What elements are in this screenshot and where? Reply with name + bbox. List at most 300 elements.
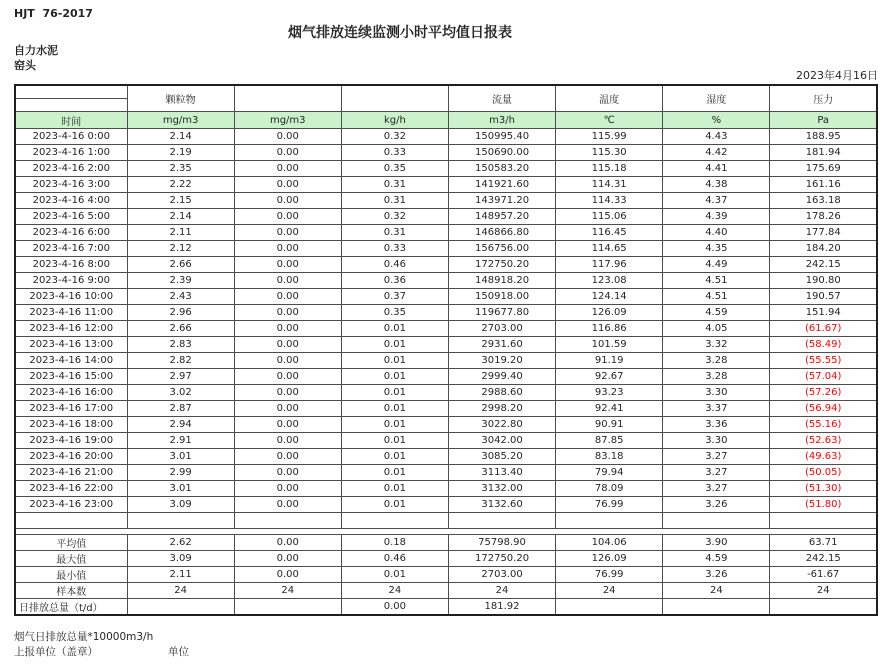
value-cell: 0.35	[341, 305, 448, 321]
time-cell: 2023-4-16 10:00	[15, 289, 127, 305]
time-cell: 2023-4-16 1:00	[15, 145, 127, 161]
value-cell: 0.01	[341, 433, 448, 449]
time-cell: 2023-4-16 2:00	[15, 161, 127, 177]
unit-cell: m3/h	[448, 112, 555, 129]
value-cell: (49.63)	[770, 449, 877, 465]
value-cell: 2998.20	[448, 401, 555, 417]
value-cell: 0.01	[341, 337, 448, 353]
table-row	[15, 193, 877, 209]
time-cell: 2023-4-16 9:00	[15, 273, 127, 289]
value-cell: 0.32	[341, 209, 448, 225]
value-cell: 2.14	[127, 129, 234, 145]
units-header-row	[15, 112, 877, 129]
value-cell: 116.45	[556, 225, 663, 241]
value-cell: 2.11	[127, 567, 234, 583]
time-cell: 2023-4-16 18:00	[15, 417, 127, 433]
monitoring-table	[14, 84, 878, 616]
time-cell: 2023-4-16 21:00	[15, 465, 127, 481]
table-row	[15, 209, 877, 225]
value-cell: 0.01	[341, 321, 448, 337]
value-cell: 0.00	[234, 433, 341, 449]
value-cell: 2703.00	[448, 321, 555, 337]
value-cell: 177.84	[770, 225, 877, 241]
header-cell	[341, 85, 448, 112]
time-cell: 2023-4-16 15:00	[15, 369, 127, 385]
header-cell	[234, 85, 341, 112]
value-cell: 3.09	[127, 497, 234, 513]
value-cell: 0.00	[234, 337, 341, 353]
value-cell: 0.00	[234, 535, 341, 551]
value-cell: 175.69	[770, 161, 877, 177]
unit-cell: kg/h	[341, 112, 448, 129]
value-cell: 0.00	[234, 129, 341, 145]
time-cell: 2023-4-16 20:00	[15, 449, 127, 465]
value-cell: 156756.00	[448, 241, 555, 257]
value-cell: 115.30	[556, 145, 663, 161]
value-cell: 3132.00	[448, 481, 555, 497]
table-row	[15, 241, 877, 257]
value-cell: 87.85	[556, 433, 663, 449]
value-cell: 2999.40	[448, 369, 555, 385]
unit-cell: Pa	[770, 112, 877, 129]
blank-and-spacer-rows	[15, 513, 877, 535]
value-cell: 0.00	[234, 401, 341, 417]
empty-cell	[770, 513, 877, 529]
table-row	[15, 225, 877, 241]
value-cell: 0.01	[341, 353, 448, 369]
value-cell: 115.18	[556, 161, 663, 177]
table-row	[15, 599, 877, 616]
value-cell: 184.20	[770, 241, 877, 257]
value-cell: 0.00	[234, 369, 341, 385]
value-cell: 0.01	[341, 465, 448, 481]
time-cell: 2023-4-16 19:00	[15, 433, 127, 449]
value-cell: 143971.20	[448, 193, 555, 209]
value-cell: 2.82	[127, 353, 234, 369]
header-rows	[15, 85, 877, 129]
value-cell: 4.59	[663, 305, 770, 321]
value-cell: (51.80)	[770, 497, 877, 513]
value-cell: 0.32	[341, 129, 448, 145]
table-row	[15, 337, 877, 353]
summary-label-cell: 日排放总量（t/d）	[15, 599, 127, 616]
time-cell: 2023-4-16 17:00	[15, 401, 127, 417]
value-cell: 148918.20	[448, 273, 555, 289]
value-cell: 188.95	[770, 129, 877, 145]
table-row	[15, 145, 877, 161]
value-cell: 114.31	[556, 177, 663, 193]
value-cell: 0.00	[234, 273, 341, 289]
time-cell: 2023-4-16 0:00	[15, 129, 127, 145]
value-cell: 2.11	[127, 225, 234, 241]
value-cell: 3022.80	[448, 417, 555, 433]
value-cell: 92.41	[556, 401, 663, 417]
value-cell: 0.18	[341, 535, 448, 551]
value-cell: 4.51	[663, 273, 770, 289]
value-cell: 91.19	[556, 353, 663, 369]
unit-cell: %	[663, 112, 770, 129]
value-cell: 0.00	[234, 481, 341, 497]
value-cell: 0.33	[341, 145, 448, 161]
value-cell: 2.19	[127, 145, 234, 161]
empty-cell	[341, 513, 448, 529]
empty-cell	[127, 513, 234, 529]
value-cell: 115.06	[556, 209, 663, 225]
value-cell: 172750.20	[448, 257, 555, 273]
report-title: 烟气排放连续监测小时平均值日报表	[288, 25, 512, 41]
value-cell: 0.00	[234, 417, 341, 433]
value-cell: 0.01	[341, 369, 448, 385]
value-cell: 141921.60	[448, 177, 555, 193]
value-cell: 0.37	[341, 289, 448, 305]
value-cell: 3.27	[663, 449, 770, 465]
value-cell: 90.91	[556, 417, 663, 433]
table-row	[15, 177, 877, 193]
value-cell: 92.67	[556, 369, 663, 385]
value-cell	[127, 599, 234, 616]
value-cell: 150583.20	[448, 161, 555, 177]
value-cell: 3.26	[663, 567, 770, 583]
doc-standard-code: HJT 76-2017	[14, 7, 93, 20]
value-cell: 151.94	[770, 305, 877, 321]
value-cell: 0.01	[341, 497, 448, 513]
header-cell-temperature: 温度	[556, 85, 663, 112]
value-cell: (55.16)	[770, 417, 877, 433]
footer-note: 烟气日排放总量*10000m3/h	[14, 631, 154, 643]
blank-row	[15, 513, 877, 529]
value-cell: 2.14	[127, 209, 234, 225]
table-row	[15, 497, 877, 513]
value-cell: 2.66	[127, 257, 234, 273]
time-cell: 2023-4-16 16:00	[15, 385, 127, 401]
value-cell: 3.01	[127, 449, 234, 465]
header-cell	[15, 85, 127, 99]
value-cell: 2.12	[127, 241, 234, 257]
value-cell: 0.35	[341, 161, 448, 177]
value-cell: 3.36	[663, 417, 770, 433]
value-cell: (58.49)	[770, 337, 877, 353]
company-name: 自力水泥	[14, 44, 58, 57]
value-cell: 0.00	[234, 209, 341, 225]
value-cell: 3.90	[663, 535, 770, 551]
value-cell: 3.28	[663, 353, 770, 369]
value-cell: -61.67	[770, 567, 877, 583]
value-cell: 181.94	[770, 145, 877, 161]
time-cell: 2023-4-16 4:00	[15, 193, 127, 209]
value-cell: (56.94)	[770, 401, 877, 417]
value-cell: 3113.40	[448, 465, 555, 481]
summary-label-cell: 最大值	[15, 551, 127, 567]
time-cell: 2023-4-16 8:00	[15, 257, 127, 273]
value-cell: 0.00	[234, 385, 341, 401]
station-name: 窑头	[14, 59, 36, 72]
value-cell: 0.33	[341, 241, 448, 257]
value-cell: 3132.60	[448, 497, 555, 513]
value-cell: 126.09	[556, 551, 663, 567]
value-cell: 3.27	[663, 465, 770, 481]
value-cell: 76.99	[556, 497, 663, 513]
value-cell: 2.83	[127, 337, 234, 353]
value-cell: 117.96	[556, 257, 663, 273]
value-cell: 4.42	[663, 145, 770, 161]
value-cell: 2.39	[127, 273, 234, 289]
value-cell: 150690.00	[448, 145, 555, 161]
time-cell: 2023-4-16 12:00	[15, 321, 127, 337]
time-cell: 2023-4-16 13:00	[15, 337, 127, 353]
table-row	[15, 321, 877, 337]
value-cell: (57.26)	[770, 385, 877, 401]
value-cell: 4.40	[663, 225, 770, 241]
report-date: 2023年4月16日	[796, 69, 878, 82]
summary-label-cell: 平均值	[15, 535, 127, 551]
value-cell: 0.31	[341, 177, 448, 193]
table-row	[15, 353, 877, 369]
table-row	[15, 449, 877, 465]
header-cell-particulate: 颗粒物	[127, 85, 234, 112]
value-cell: 0.01	[341, 449, 448, 465]
value-cell: 161.16	[770, 177, 877, 193]
value-cell: (61.67)	[770, 321, 877, 337]
value-cell: 0.00	[234, 567, 341, 583]
value-cell: 2.91	[127, 433, 234, 449]
table-row	[15, 129, 877, 145]
value-cell: 163.18	[770, 193, 877, 209]
value-cell: 0.00	[234, 449, 341, 465]
value-cell: 0.01	[341, 401, 448, 417]
value-cell: 0.46	[341, 257, 448, 273]
value-cell: 75798.90	[448, 535, 555, 551]
value-cell: 2.15	[127, 193, 234, 209]
value-cell: 104.06	[556, 535, 663, 551]
summary-label-cell: 最小值	[15, 567, 127, 583]
value-cell: 172750.20	[448, 551, 555, 567]
value-cell: 114.33	[556, 193, 663, 209]
value-cell: 0.00	[234, 551, 341, 567]
value-cell: 24	[663, 583, 770, 599]
value-cell: 0.36	[341, 273, 448, 289]
time-cell: 2023-4-16 14:00	[15, 353, 127, 369]
table-row	[15, 273, 877, 289]
value-cell: 123.08	[556, 273, 663, 289]
time-cell: 2023-4-16 22:00	[15, 481, 127, 497]
value-cell	[770, 599, 877, 616]
value-cell: 3.26	[663, 497, 770, 513]
value-cell: 0.31	[341, 225, 448, 241]
value-cell: 3.32	[663, 337, 770, 353]
value-cell: 2.35	[127, 161, 234, 177]
value-cell: 2.87	[127, 401, 234, 417]
value-cell: 0.46	[341, 551, 448, 567]
table-row	[15, 257, 877, 273]
value-cell: 181.92	[448, 599, 555, 616]
value-cell: 0.01	[341, 385, 448, 401]
hourly-data-rows	[15, 129, 877, 513]
value-cell: 0.00	[234, 321, 341, 337]
value-cell: 0.00	[234, 353, 341, 369]
value-cell: 3.02	[127, 385, 234, 401]
unit-cell: ℃	[556, 112, 663, 129]
value-cell: 2.22	[127, 177, 234, 193]
value-cell: 3042.00	[448, 433, 555, 449]
summary-label-cell: 样本数	[15, 583, 127, 599]
value-cell: 4.49	[663, 257, 770, 273]
value-cell: 0.00	[234, 161, 341, 177]
value-cell: 126.09	[556, 305, 663, 321]
value-cell: 0.00	[234, 257, 341, 273]
header-cell	[15, 99, 127, 112]
value-cell: 242.15	[770, 551, 877, 567]
value-cell: 3085.20	[448, 449, 555, 465]
value-cell: 63.71	[770, 535, 877, 551]
time-cell: 2023-4-16 11:00	[15, 305, 127, 321]
value-cell: 190.57	[770, 289, 877, 305]
value-cell: 0.00	[234, 241, 341, 257]
table-row	[15, 567, 877, 583]
unit-label: 单位	[168, 646, 189, 658]
value-cell: 150995.40	[448, 129, 555, 145]
value-cell: 4.05	[663, 321, 770, 337]
header-cell-humidity: 湿度	[663, 85, 770, 112]
header-cell-pressure: 压力	[770, 85, 877, 112]
value-cell: 148957.20	[448, 209, 555, 225]
time-header-cell: 时间	[15, 112, 127, 129]
value-cell: 2.97	[127, 369, 234, 385]
table-row	[15, 289, 877, 305]
value-cell: 0.00	[234, 289, 341, 305]
time-cell: 2023-4-16 7:00	[15, 241, 127, 257]
summary-rows	[15, 535, 877, 616]
value-cell: (57.04)	[770, 369, 877, 385]
value-cell: 4.43	[663, 129, 770, 145]
value-cell: 0.00	[234, 177, 341, 193]
value-cell: 2.66	[127, 321, 234, 337]
table-row	[15, 161, 877, 177]
value-cell: 2.99	[127, 465, 234, 481]
value-cell: 83.18	[556, 449, 663, 465]
value-cell: 0.00	[234, 225, 341, 241]
value-cell: 2931.60	[448, 337, 555, 353]
value-cell: 190.80	[770, 273, 877, 289]
value-cell: 4.38	[663, 177, 770, 193]
empty-cell	[448, 513, 555, 529]
group-header-row	[15, 85, 877, 99]
table-row	[15, 583, 877, 599]
value-cell: 4.59	[663, 551, 770, 567]
table-row	[15, 417, 877, 433]
value-cell: 79.94	[556, 465, 663, 481]
unit-cell: mg/m3	[234, 112, 341, 129]
value-cell: 24	[341, 583, 448, 599]
value-cell: 3.27	[663, 481, 770, 497]
value-cell	[663, 599, 770, 616]
time-cell: 2023-4-16 3:00	[15, 177, 127, 193]
value-cell: 0.00	[234, 305, 341, 321]
value-cell: 2.96	[127, 305, 234, 321]
value-cell: 2703.00	[448, 567, 555, 583]
value-cell: 0.01	[341, 417, 448, 433]
value-cell: 4.35	[663, 241, 770, 257]
empty-cell	[15, 513, 127, 529]
time-cell: 2023-4-16 5:00	[15, 209, 127, 225]
report-unit-label: 上报单位（盖章）	[14, 646, 98, 658]
value-cell: (51.30)	[770, 481, 877, 497]
value-cell: 101.59	[556, 337, 663, 353]
value-cell: 3.30	[663, 385, 770, 401]
value-cell: 0.01	[341, 567, 448, 583]
value-cell: 93.23	[556, 385, 663, 401]
value-cell: 24	[448, 583, 555, 599]
value-cell: 76.99	[556, 567, 663, 583]
value-cell: 4.41	[663, 161, 770, 177]
table-row	[15, 305, 877, 321]
value-cell: 119677.80	[448, 305, 555, 321]
table-row	[15, 465, 877, 481]
value-cell: 3019.20	[448, 353, 555, 369]
value-cell: 150918.00	[448, 289, 555, 305]
value-cell: 2.94	[127, 417, 234, 433]
time-cell: 2023-4-16 6:00	[15, 225, 127, 241]
unit-cell: mg/m3	[127, 112, 234, 129]
table-row	[15, 385, 877, 401]
value-cell: 24	[770, 583, 877, 599]
value-cell: 124.14	[556, 289, 663, 305]
value-cell	[234, 599, 341, 616]
table-row	[15, 535, 877, 551]
value-cell: 242.15	[770, 257, 877, 273]
value-cell: 3.30	[663, 433, 770, 449]
value-cell: 0.01	[341, 481, 448, 497]
time-cell: 2023-4-16 23:00	[15, 497, 127, 513]
value-cell: 2.62	[127, 535, 234, 551]
value-cell: 78.09	[556, 481, 663, 497]
empty-cell	[556, 513, 663, 529]
value-cell: 24	[234, 583, 341, 599]
table-row	[15, 401, 877, 417]
empty-cell	[663, 513, 770, 529]
value-cell: 2988.60	[448, 385, 555, 401]
value-cell: 0.00	[234, 465, 341, 481]
value-cell: 0.00	[234, 497, 341, 513]
value-cell: 3.01	[127, 481, 234, 497]
table-row	[15, 369, 877, 385]
value-cell: 0.00	[341, 599, 448, 616]
value-cell: 4.37	[663, 193, 770, 209]
value-cell: (55.55)	[770, 353, 877, 369]
value-cell	[556, 599, 663, 616]
value-cell: (52.63)	[770, 433, 877, 449]
value-cell: 178.26	[770, 209, 877, 225]
empty-cell	[234, 513, 341, 529]
value-cell: 2.43	[127, 289, 234, 305]
value-cell: 0.31	[341, 193, 448, 209]
value-cell: 4.51	[663, 289, 770, 305]
value-cell: 116.86	[556, 321, 663, 337]
value-cell: 3.37	[663, 401, 770, 417]
table-row	[15, 551, 877, 567]
value-cell: 146866.80	[448, 225, 555, 241]
table-row	[15, 433, 877, 449]
value-cell: 4.39	[663, 209, 770, 225]
value-cell: 115.99	[556, 129, 663, 145]
header-cell-flow: 流量	[448, 85, 555, 112]
value-cell: 24	[127, 583, 234, 599]
value-cell: 114.65	[556, 241, 663, 257]
value-cell: (50.05)	[770, 465, 877, 481]
value-cell: 3.09	[127, 551, 234, 567]
table-row	[15, 481, 877, 497]
value-cell: 24	[556, 583, 663, 599]
value-cell: 0.00	[234, 193, 341, 209]
